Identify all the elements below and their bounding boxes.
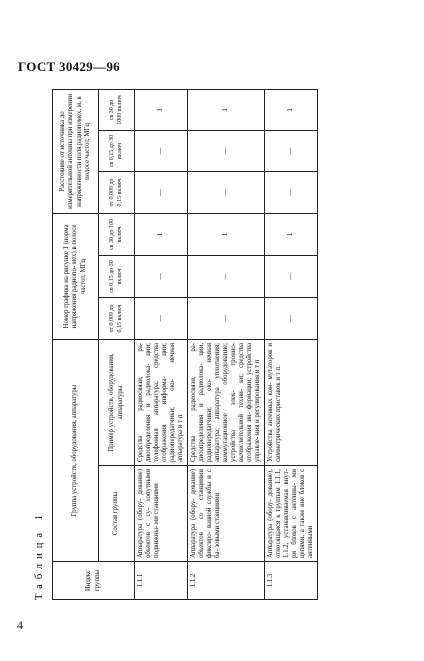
row-index: 1.1.1 <box>135 562 188 600</box>
table-row <box>265 89 318 599</box>
row-value: — <box>188 255 265 297</box>
row-example: Средства радиосвязи, ра- диоопределения и радиолока- ции; телефонная аппаратура; средства отображения информа- ции; радиопередатчики; око- нечная аппаратура и т п <box>135 339 188 465</box>
row-value: 1 <box>135 89 188 130</box>
rotated-table-block <box>34 90 404 600</box>
row-value: — <box>265 130 318 171</box>
row-value: — <box>135 130 188 171</box>
page-number: 4 <box>17 618 23 632</box>
header-range: от 0,009 до 0,15 включ <box>99 297 135 339</box>
row-index: 1.1.3 <box>265 562 318 600</box>
header-range: св 30 до 1000 включ <box>99 89 135 130</box>
header-range: св 0,15 до 30 включ <box>99 130 135 171</box>
document-header: ГОСТ 30429—96 <box>18 59 120 74</box>
table-row <box>135 89 188 599</box>
row-value: 1 <box>188 213 265 255</box>
table-caption: Таблица 1 <box>34 510 45 600</box>
row-value: 1 <box>135 213 188 255</box>
row-value: 1 <box>188 89 265 130</box>
header-range: св 30 до 100 включ <box>99 213 135 255</box>
row-value: 1 <box>265 89 318 130</box>
row-composition: Аппаратура (обору- дование), относящаяся к группам 1.1.1, 1.1.2, устанавливаемая внут- ри блоков с антенны- ми цепями, а также вне блоков с антенными <box>265 466 318 562</box>
row-index: 1.1.2 <box>188 562 265 600</box>
header-chart-number: Номер графика на рисунке 1 (норма напряжения радиопо- мех) в полосе частот, МГц <box>53 213 99 339</box>
row-composition: Аппаратура (обору- дование) объектов со станциями фиксиро- ванной службы и с ба- зовыми станциями <box>188 466 265 562</box>
row-value: — <box>135 255 188 297</box>
row-value: — <box>188 130 265 171</box>
header-range: св 0,15 до 30 включ <box>99 255 135 297</box>
row-composition: Аппаратура (обору- дование) объектов с су- хопутными подвижны- ми станциями <box>135 466 188 562</box>
header-composition: Состав группы <box>99 466 135 562</box>
row-value: — <box>135 297 188 339</box>
header-group-title: Группа устройств, оборудования, аппаратуры <box>53 339 99 561</box>
row-value: — <box>265 171 318 213</box>
table-row <box>188 89 265 599</box>
row-value: — <box>265 297 318 339</box>
group-table <box>52 89 318 600</box>
header-index: Индекс группы <box>53 562 135 600</box>
header-range: от 0,009 до 0,15 включ <box>99 171 135 213</box>
row-value: — <box>265 255 318 297</box>
row-value: 1 <box>265 213 318 255</box>
table-area <box>34 90 404 600</box>
row-value: — <box>188 171 265 213</box>
row-value: — <box>135 171 188 213</box>
row-example: Средства радиосвязи, ра- диоопределения и радиолока- ции, радиопередатчики; око- нечная аппаратура; аппаратура уплотнения; коммутационное оборудование; устройства элек- тронно-вычислительной техни- ки; средства отображения ин- формации; устройства управле- ния и регулирования и т п <box>188 339 265 465</box>
row-example: Устройства антенных ком- мутаторов и симметрических приставок и т п. <box>265 339 318 465</box>
header-distance: Расстояние от источника до измерительной антенны при измерении напряженности поля радиопомех, м, в полосе частот, МГц <box>53 89 99 213</box>
row-value: — <box>188 297 265 339</box>
header-example: Пример устройств, оборудования, аппаратуры <box>99 339 135 465</box>
